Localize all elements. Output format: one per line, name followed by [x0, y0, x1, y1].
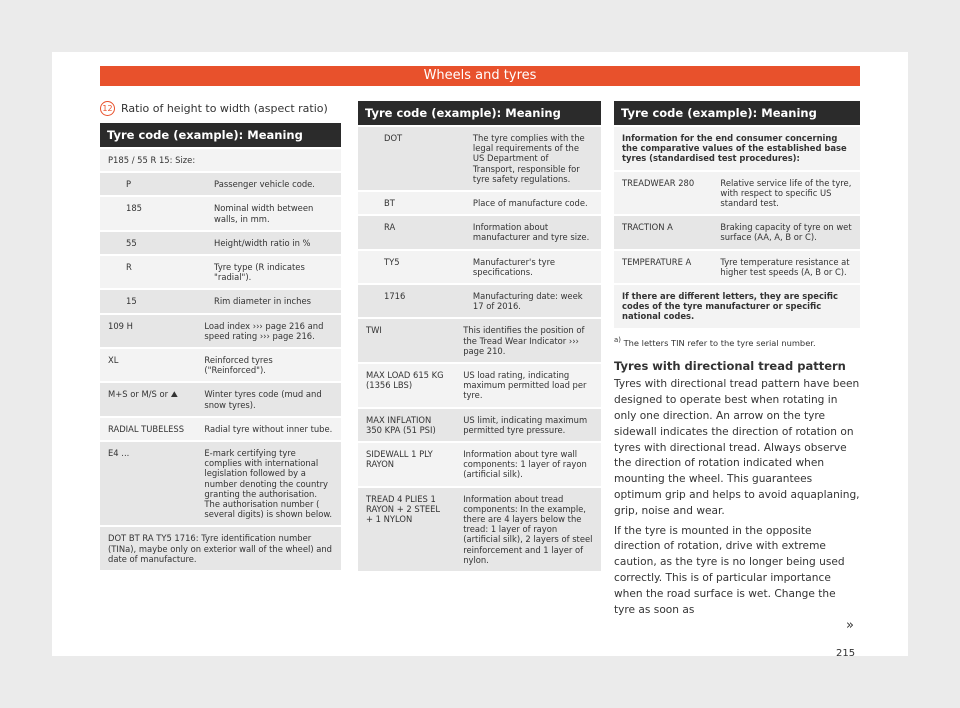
table-row: [100, 440, 341, 525]
row-value: Braking capacity of tyre on wet surface (AA, A, B or C).: [720, 222, 852, 243]
table-row: [100, 347, 341, 381]
footnote-text: The letters TIN refer to the tyre serial number.: [623, 337, 816, 348]
row-key: P: [126, 179, 132, 190]
row-key: M+S or M/S or ⛰: [108, 389, 178, 400]
table-row: [100, 288, 341, 312]
row-key: TREAD 4 PLIES 1 RAYON + 2 STEEL + 1 NYLON: [366, 493, 441, 525]
row-value: Reinforced tyres ("Reinforced").: [204, 355, 273, 376]
row-value: Information about tyre wall components: 1 layer of rayon (artificial silk).: [463, 449, 587, 480]
row-key: RA: [384, 222, 396, 233]
page-number: 215: [836, 648, 856, 659]
table-row: [358, 441, 601, 486]
row-value: Nominal width between walls, in mm.: [214, 203, 314, 224]
row-value: Rim diameter in inches: [214, 296, 311, 307]
table-title: Tyre code (example): Meaning: [614, 101, 860, 125]
row-value: Passenger vehicle code.: [214, 179, 315, 190]
row-key: 109 H: [108, 320, 133, 331]
paragraph-1: Tyres with directional tread pattern have been designed to operate best when rotating in only one direction. An arrow on the tyre sidewall indicates the direction of rotation on tyres with directional tread. Always observe the direction of rotation indicated when mounting the wheel. This guarantees optimum grip and helps to avoid aquaplaning, grip, noise and wear.: [614, 378, 860, 517]
table-row: [358, 362, 601, 407]
row-key: 185: [126, 203, 142, 214]
row-value: Tyre type (R indicates "radial").: [214, 262, 305, 283]
table-row: [100, 230, 341, 254]
row-key: TRACTION A: [622, 222, 673, 233]
table-row: [614, 283, 860, 328]
row-value: This identifies the position of the Tread Wear Indicator ››› page 210.: [463, 325, 585, 356]
row-value: Information about manufacturer and tyre size.: [472, 222, 590, 243]
table-row: [358, 249, 601, 283]
row-value: Radial tyre without inner tube.: [204, 423, 333, 434]
table-row: [100, 416, 341, 440]
row-value: Information about tread components: In the example, there are 4 layers below the tread: 1 layer of rayon (artificial silk), 2 layers of steel reinforcement and 1 layer of nylon.: [463, 493, 593, 565]
table-title: Tyre code (example): Meaning: [358, 101, 601, 125]
row-value: US load rating, indicating maximum permitted load per tyre.: [463, 370, 587, 401]
size-intro: P185 / 55 R 15: Size:: [108, 155, 196, 165]
row-value: Winter tyres code (mud and snow tyres).: [204, 389, 322, 410]
table-row: [614, 214, 860, 248]
row-key: DOT: [384, 133, 403, 143]
column-3: [614, 101, 860, 618]
table-title: Tyre code (example): Meaning: [100, 123, 341, 147]
footnote: [614, 336, 860, 348]
table-row: [358, 317, 601, 362]
column-2: [358, 101, 601, 571]
section-header: Wheels and tyres: [100, 66, 860, 86]
table-row: [614, 249, 860, 283]
row-key: TREADWEAR 280: [622, 177, 695, 188]
row-value: E-mark certifying tyre complies with international legislation followed by a number denoting the country granting the authorisation. The authorisation number ( several digits) is shown below.: [204, 448, 333, 520]
table-row: [358, 190, 601, 214]
row-key: TWI: [366, 325, 382, 336]
row-key: E4 ...: [108, 448, 130, 459]
row-key: XL: [108, 355, 119, 366]
row-value: Manufacturer's tyre specifications.: [472, 256, 555, 277]
row-value: Tyre temperature resistance at higher test speeds (A, B or C).: [720, 256, 850, 277]
table-row: [100, 147, 341, 171]
row-key: TY5: [384, 256, 400, 267]
section-title: Tyres with directional tread pattern: [614, 359, 846, 374]
row-key: SIDEWALL 1 PLY RAYON: [366, 449, 433, 470]
row-value: Height/width ratio in %: [214, 237, 311, 248]
table-row: [100, 171, 341, 195]
table-row: [614, 170, 860, 215]
row-key: R: [126, 262, 132, 273]
table-row: [358, 125, 601, 190]
row-key: BT: [384, 198, 395, 209]
table-row: [358, 283, 601, 317]
row-key: 55: [126, 237, 137, 248]
table-row: [100, 381, 341, 415]
row-key: 1716: [384, 291, 406, 302]
row-key: TEMPERATURE A: [622, 256, 692, 267]
row-value: The tyre complies with the legal requirements of the US Department of Transport, responsible for tyre safety regulations.: [472, 133, 585, 184]
row-value: Manufacturing date: week 17 of 2016.: [472, 291, 583, 312]
row-value: US limit, indicating maximum permitted tyre pressure.: [463, 414, 588, 435]
table-row: [100, 195, 341, 229]
callout-badge: 12: [100, 101, 115, 116]
consumer-info: Information for the end consumer concerning the comparative values of the established base tyres (standardised test procedures):: [622, 133, 847, 164]
table-row: [614, 125, 860, 170]
continue-arrow-icon: »: [846, 618, 854, 633]
aspect-ratio-text: Ratio of height to width (aspect ratio): [121, 101, 328, 115]
table-row: [100, 254, 341, 288]
aspect-ratio-line: [100, 101, 341, 115]
table-row: [358, 486, 601, 571]
row-value: Load index ››› page 216 and speed rating ››› page 216.: [204, 320, 324, 341]
footnote-mark: a): [614, 335, 621, 344]
manufacturer-codes-note: If there are different letters, they are specific codes of the tyre manufacturer or specific national codes.: [622, 291, 838, 322]
table-row: [100, 525, 341, 570]
row-value: Place of manufacture code.: [472, 198, 588, 209]
row-key: MAX LOAD 615 KG (1356 LBS): [366, 370, 444, 391]
row-value: Relative service life of the tyre, with respect to specific US standard test.: [720, 177, 852, 209]
column-1: [100, 101, 341, 570]
row-key: MAX INFLATION 350 KPA (51 PSI): [366, 414, 436, 435]
table-row: [100, 313, 341, 347]
row-key: RADIAL TUBELESS: [108, 423, 185, 434]
table-row: [358, 214, 601, 248]
paragraph-2: If the tyre is mounted in the opposite direction of rotation, drive with extreme caution, as the tyre is no longer being used correctly. This is of particular importance when the road surface is wet. Change the tyre as soon as: [614, 524, 845, 616]
row-key: 15: [126, 296, 137, 307]
dot-row-text: DOT BT RA TY5 1716: Tyre identification number (TINa), maybe only on exterior wall of the wheel) and date of manufacture.: [108, 533, 333, 564]
table-row: [358, 407, 601, 441]
